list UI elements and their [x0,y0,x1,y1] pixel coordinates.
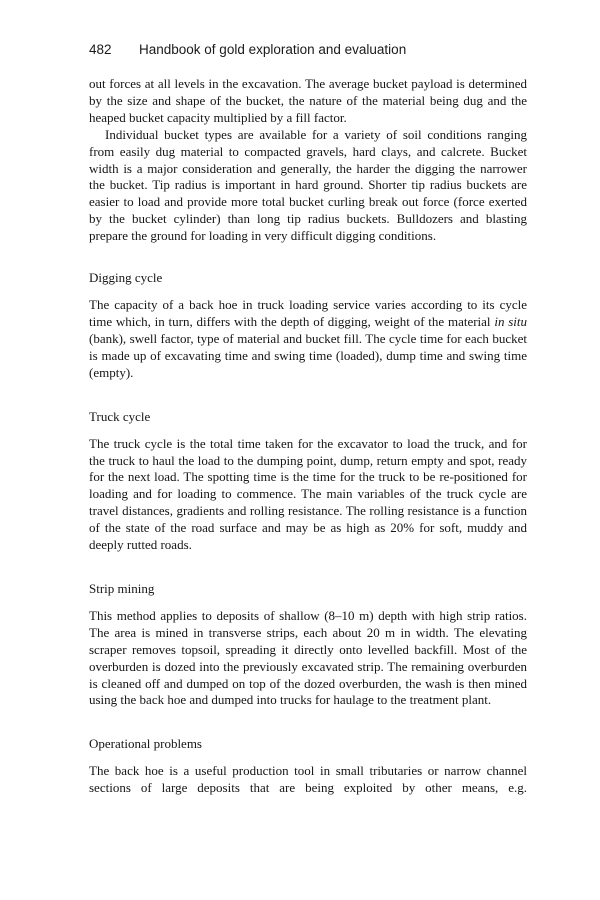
running-head [89,42,406,57]
section-heading-digging-cycle: Digging cycle [89,270,163,286]
section-heading-truck-cycle: Truck cycle [89,408,151,424]
book-title: Handbook of gold exploration and evaluation [139,42,407,57]
text-run: (bank), swell factor, type of material and bucket fill. The cycle time for each bucket is made up of excavating time and swing time (loaded), dump time and swing time (empty). [89,330,527,380]
text-run: The capacity of a back hoe in truck loading service varies according to its cycle time which, in turn, differs with the depth of digging, weight of the material [89,297,527,329]
paragraph-bucket-types: Individual bucket types are available for a variety of soil conditions ranging from easily dug material to compacted gravels, hard clays, and calcrete. Bucket width is a major consideration and generally, the harder the digging the narrower the bucket. Tip radius is important in hard ground. Shorter tip radius buckets are easier to load and provide more total bucket curling break out force (force exerted by the bucket cylinder) than long tip radius buckets. Bulldozers and blasting prepare the ground for loading in very difficult digging conditions. [89,126,527,244]
paragraph-truck-cycle: The truck cycle is the total time taken for the excavator to load the truck, and for the truck to haul the load to the dumping point, dump, return empty and spot, ready for the next load. The spotting time is the time for the truck to be re-positioned for loading and for loading to commence. The main variables of the truck cycle are travel distances, gradients and rolling resistance. The rolling resistance is a function of the state of the road surface and may be as high as 20% for soft, muddy and deeply rutted roads. [89,435,527,553]
page-number: 482 [89,42,112,57]
paragraph-continuation: out forces at all levels in the excavation. The average bucket payload is determined by the size and shape of the bucket, the nature of the material being dug and the heaped bucket capacity multiplied by a fill factor. [89,76,527,125]
section-heading-strip-mining: Strip mining [89,580,155,596]
paragraph-operational-problems: The back hoe is a useful production tool in small tributaries or narrow channel sections of large deposits that are being exploited by other means, e.g. [89,763,527,796]
italic-term: in situ [494,313,527,329]
section-heading-operational-problems: Operational problems [89,736,202,752]
paragraph-digging-cycle [89,297,527,382]
paragraph-strip-mining: This method applies to deposits of shallow (8–10 m) depth with high strip ratios. The area is mined in transverse strips, each about 20 m in width. The elevating scraper removes topsoil, spreading it directly onto levelled backfill. Most of the overburden is dozed into the previously excavated strip. The remaining overburden is cleaned off and dumped on top of the dozed overburden, the wash is then mined using the back hoe and dumped into trucks for haulage to the treatment plant. [89,607,527,708]
body-text [89,76,527,797]
